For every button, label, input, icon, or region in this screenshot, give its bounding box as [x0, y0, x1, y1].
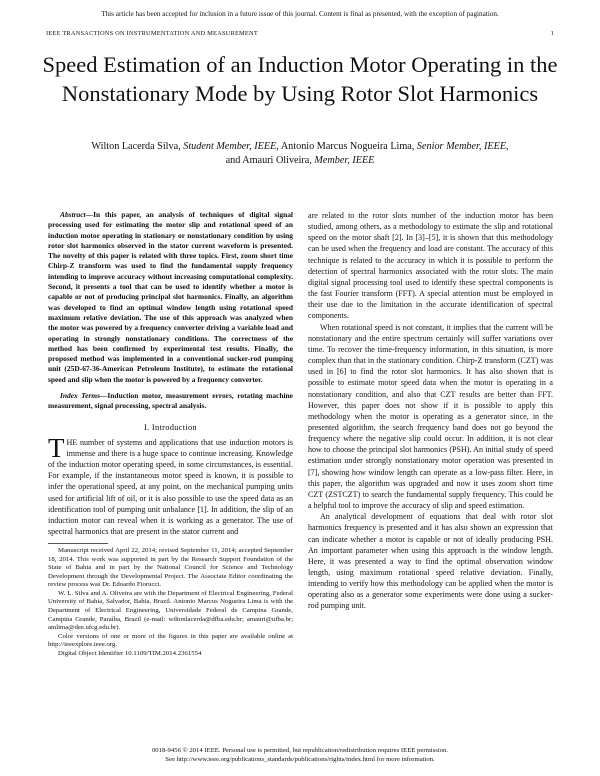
author-separator: ,: [506, 141, 509, 152]
footnote-manuscript: Manuscript received April 22, 2014; revised September 11, 2014; accepted September 18, 2014. This work was supported in part by the Research Support Foundation of the State of Bahia and in part by the National Council for Science and Technology Development through the Developmental Project. The Associate Editor coordinating the review process was Dr. Edoardo Fiorucci.: [48, 547, 293, 589]
author-membership: Member, IEEE: [314, 155, 375, 166]
body-paragraph: are related to the rotor slots number of the induction motor has been studied, among others, as a methodology to estimate the slip and rotational speed on the motor shaft [2]. In [3]–[5], it is shown that this methodology can be used when the frequency and load are constant. The accuracy of this technique is related to the accuracy in which it is possible to perform the detection of spectral harmonics associated with the rotor slots. The main digital signal processing tool used to identify these spectral components is the fast Fourier transform (FFT). A special attention must be employed in their use due to the limitation in the accurate identification of spectral components.: [308, 211, 553, 321]
intro-paragraph: [48, 432, 293, 537]
abstract-text: —In this paper, an analysis of techniques of digital signal processing used for estimating the motor slip and rotational speed of an induction motor operating in stationary or nonstationary condition by using rotor slot harmonics observed in the stator current waveform is presented. The novelty of this paper is related with three topics. First, zoom short time Chirp-Z transform was used to find the fundamental supply frequency intending to improve accuracy without increasing computational complexity. Second, it presents a tool that can be used to identify whether a motor is capable or not of producing principal slot harmonics. Finally, an algorithm was developed to find an optimal window length using rotational speed maximum relative deviation. The use of this approach was analyzed when the motor was powered by a frequency converter driving a variable load and operating in strongly nonstationary conditions. The correctness of the method has been confirmed by experimental test results. Finally, the proposed method was implemented in a conventional sucker-rod pumping unit (25D-67-36-American Petroleum Institute), to estimate the rotational speed and slip when the motor is powered by a frequency converter.: [48, 210, 293, 384]
intro-text: HE number of systems and applications that use induction motors is immense and there is a huge space to continue increasing. Knowledge of the induction motor operating speed, in some circumstances, is essential. For example, if the instantaneous motor speed is known, it is possible to infer the operational speed, at any point, on the mechanical pumping units used for artificial lift of oil, or it is also possible to use the speed data as an identification tool of pumping unit unbalance [1]. In addition, the slip of an induction motor can reveal when it is working as a generator. The use of spectral harmonics that are present in the stator current and: [48, 437, 293, 537]
index-terms-text: —Induction motor, measurement errors, rotating machine measurement, signal processing, spectral analysis.: [48, 391, 293, 411]
paper-title: Speed Estimation of an Induction Motor Operating in the Nonstationary Mode by Using Rotor Slot Harmonics: [42, 52, 558, 106]
footnote-divider: [48, 543, 108, 544]
body-paragraph: When rotational speed is not constant, it implies that the current will be nonstationary and the entire spectrum certainly will suffer variations over time. To recover the time-frequency information, in this situation, is more complex than that in the stationary condition. Chirp-Z transform (CZT) was used in [6] to find the rotor slot harmonics. It has also shown that is possible to estimate motor speed data when the motor is operating in a nonstationary condition, and also that CZT results are better than FFT. However, this paper does not show if it is possible to apply this methodology when the motor is operating as a generator since, in the presented algorithm, the search frequency band does not go beyond the frequency where the negative slip could occur. In addition, it is not clear how to choose the principal slot harmonics (PSH). An initial study of speed estimation under strongly nonstationary motor operation was presented in [7], showing how window length can operate as a low-pass filter. Here, in this paper, the algorithm was upgraded and now it uses zoom short time CZT (ZSTCZT) to search the fundamental supply frequency. This could be a helpful tool to improve the accuracy of slip and speed estimation.: [308, 322, 553, 511]
author-list: [40, 140, 560, 168]
index-terms-label: Index Terms: [60, 391, 100, 401]
author-membership: Senior Member, IEEE: [416, 141, 507, 152]
acceptance-notice: This article has been accepted for inclusion in a future issue of this journal. Content is final as presented, with the exception of pagination.: [101, 10, 499, 18]
copyright-line-2: See http://www.ieee.org/publications_standards/publications/rights/index.html for more information.: [165, 756, 435, 763]
footnote-doi: Digital Object Identifier 10.1109/TIM.2014.2361554: [58, 649, 202, 657]
author-name: , Antonio Marcus Nogueira Lima,: [276, 141, 417, 152]
copyright-line-1: 0018-9456 © 2014 IEEE. Personal use is permitted, but republication/redistribution requires IEEE permission.: [151, 747, 449, 754]
author-line-1: [40, 140, 560, 154]
abstract: [48, 210, 293, 385]
author-membership: Student Member, IEEE: [183, 141, 277, 152]
index-terms: [48, 391, 293, 412]
author-name: and Amauri Oliveira,: [225, 155, 315, 166]
drop-cap: T: [48, 432, 65, 463]
abstract-label: Abstract: [60, 210, 86, 219]
footnote-affiliations: W. L. Silva and A. Oliveira are with the Department of Electrical Engineering, Federal University of Bahia, Salvador, Bahia, Brazil. Antonio Marcus Nogueira Lima is with the Department of Electrical Engineering, Universidade Federal de Campina Grande, Campina Grande, Paraíba, Brazil (e-mail: wiltonlacerda@dfba.edu.br; amauri@ufba.br; amlima@dee.ufcg.edu.br).: [48, 589, 293, 632]
running-head: [46, 30, 554, 37]
author-line-2: [40, 154, 560, 168]
footnote-color-versions: Color versions of one or more of the figures in this paper are available online at http://ieeexplore.ieee.org.: [48, 632, 293, 649]
journal-name: IEEE TRANSACTIONS ON INSTRUMENTATION AND MEASUREMENT: [46, 30, 258, 37]
copyright-notice: [0, 746, 600, 764]
body-paragraph: An analytical development of equations that deal with rotor slot harmonics frequency is presented and it has also shown an expression that can indicate whether a motor is capable or not of ideally producing PSH. An important parameter when using this approach is the window length. Here, it was presented a way to find the optimal observation window length, using maximum rotational speed relative deviation. Finally, intending to verify how this methodology can be applied when the motor is operating also as a generator some experiments were done using a sucker-rod pumping unit.: [308, 512, 553, 611]
section-heading-introduction: I. Introduction: [144, 422, 197, 432]
right-column: [308, 210, 553, 612]
left-column: [48, 210, 293, 658]
author-name: Wilton Lacerda Silva,: [91, 141, 184, 152]
page-number: 1: [550, 30, 554, 37]
